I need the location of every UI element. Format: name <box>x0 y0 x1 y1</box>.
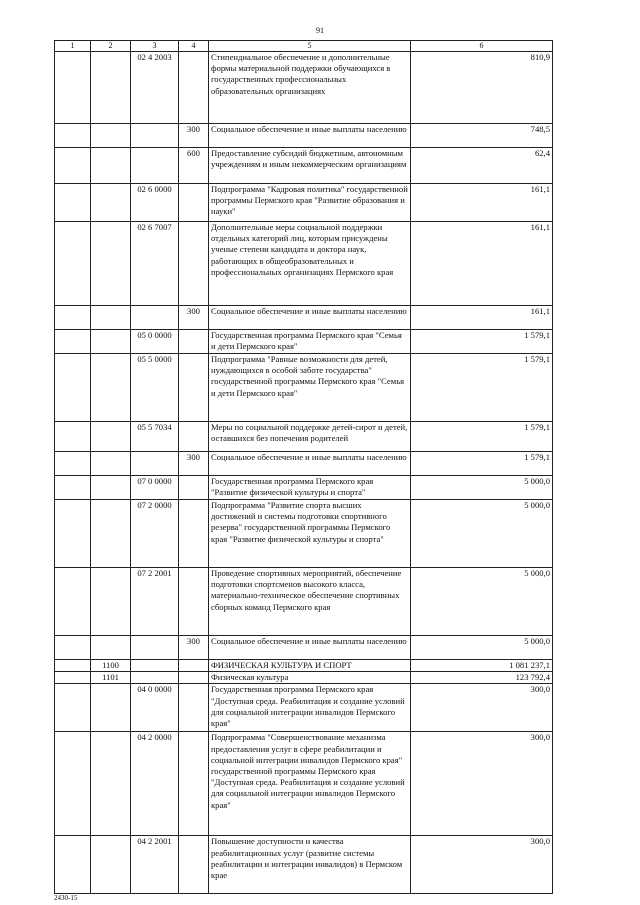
table-cell <box>179 684 209 732</box>
table-cell <box>55 684 91 732</box>
table-cell <box>91 52 131 124</box>
table-cell <box>55 660 91 672</box>
table-cell: 5 000,0 <box>411 568 553 636</box>
table-cell: 02 6 0000 <box>131 184 179 222</box>
table-cell <box>179 732 209 836</box>
table-cell: Государственная программа Пермского края "Развитие физической культуры и спорта" <box>209 476 411 500</box>
table-cell <box>179 568 209 636</box>
table-cell <box>55 148 91 184</box>
table-cell <box>131 148 179 184</box>
table-cell <box>91 684 131 732</box>
table-cell <box>179 500 209 568</box>
table-cell <box>179 354 209 422</box>
table-cell <box>131 124 179 148</box>
table-cell: Социальное обеспечение и иные выплаты населению <box>209 306 411 330</box>
table-cell <box>131 636 179 660</box>
table-cell <box>91 732 131 836</box>
table-cell: 300 <box>179 636 209 660</box>
table-row <box>55 636 553 660</box>
table-cell <box>55 330 91 354</box>
table-row <box>55 836 553 894</box>
table-cell: 07 0 0000 <box>131 476 179 500</box>
table-row <box>55 222 553 306</box>
table-cell: 300,0 <box>411 684 553 732</box>
table-cell <box>179 184 209 222</box>
table-cell: Подпрограмма "Равные возможности для детей, нуждающихся в особой заботе государства" государственной программы Пермского края "Семья и дети Пермского края" <box>209 354 411 422</box>
table-cell <box>55 422 91 452</box>
table-row <box>55 660 553 672</box>
table-cell: Дополнительные меры социальной поддержки отдельных категорий лиц, которым присуждены ученые степени кандидата и доктора наук, работающих в общеобразовательных и профессиональных организациях Пермского края <box>209 222 411 306</box>
table-cell: Подпрограмма "Совершенствование механизма предоставления услуг в сфере реабилитации и социальной интеграции инвалидов Пермского края" государственной программы Пермского края "Доступная среда. Реабилитация и создание условий для социальной интеграции инвалидов Пермского края" <box>209 732 411 836</box>
table-cell <box>91 500 131 568</box>
table-cell: 748,5 <box>411 124 553 148</box>
table-cell <box>91 452 131 476</box>
table-cell: 1101 <box>91 672 131 684</box>
table-row <box>55 330 553 354</box>
table-cell <box>131 452 179 476</box>
table-cell: 02 4 2003 <box>131 52 179 124</box>
table-row <box>55 354 553 422</box>
table-cell <box>55 500 91 568</box>
table-row <box>55 452 553 476</box>
table-cell <box>55 222 91 306</box>
table-cell: Социальное обеспечение и иные выплаты населению <box>209 636 411 660</box>
table-cell: 05 0 0000 <box>131 330 179 354</box>
table-cell: 5 000,0 <box>411 500 553 568</box>
column-header: 3 <box>131 41 179 52</box>
table-cell: 1100 <box>91 660 131 672</box>
table-cell <box>179 52 209 124</box>
table-cell: 05 5 7034 <box>131 422 179 452</box>
table-row <box>55 184 553 222</box>
table-cell: 600 <box>179 148 209 184</box>
table-cell <box>91 354 131 422</box>
table-cell: Проведение спортивных мероприятий, обеспечение подготовки спортсменов высокого класса, материально-техническое обеспечение спортивных сборных команд Пермского края <box>209 568 411 636</box>
table-cell: Физическая культура <box>209 672 411 684</box>
table-row <box>55 52 553 124</box>
table-cell <box>55 836 91 894</box>
table-cell: 161,1 <box>411 222 553 306</box>
table-cell <box>55 124 91 148</box>
table-cell: 123 792,4 <box>411 672 553 684</box>
table-cell <box>55 184 91 222</box>
table-cell <box>131 672 179 684</box>
table-row <box>55 672 553 684</box>
column-header: 2 <box>91 41 131 52</box>
table-cell: 1 081 237,1 <box>411 660 553 672</box>
table-cell: Государственная программа Пермского края "Доступная среда. Реабилитация и создание условий для социальной интеграции инвалидов Пермского края" <box>209 684 411 732</box>
table-row <box>55 732 553 836</box>
table-cell: 5 000,0 <box>411 476 553 500</box>
column-header: 6 <box>411 41 553 52</box>
table-cell <box>55 476 91 500</box>
table-cell <box>131 660 179 672</box>
table-cell <box>179 672 209 684</box>
table-cell <box>55 568 91 636</box>
column-header: 1 <box>55 41 91 52</box>
footer-code: 2430-15 <box>54 894 78 902</box>
table-cell: 300,0 <box>411 836 553 894</box>
table-cell: Подпрограмма "Кадровая политика" государственной программы Пермского края "Развитие образования и науки" <box>209 184 411 222</box>
table-cell: 07 2 2001 <box>131 568 179 636</box>
table-cell: Государственная программа Пермского края "Семья и дети Пермского края" <box>209 330 411 354</box>
table-cell <box>55 354 91 422</box>
table-cell <box>91 636 131 660</box>
table-cell: Предоставление субсидий бюджетным, автономным учреждениям и иным некоммерческим организациям <box>209 148 411 184</box>
table-cell <box>55 636 91 660</box>
table-cell: 05 5 0000 <box>131 354 179 422</box>
column-header: 5 <box>209 41 411 52</box>
table-cell: Меры по социальной поддержке детей-сирот и детей, оставшихся без попечения родителей <box>209 422 411 452</box>
table-cell: 1 579,1 <box>411 452 553 476</box>
table-cell <box>55 306 91 330</box>
table-cell: Подпрограмма "Развитие спорта высших достижений и системы подготовки спортивного резерва" государственной программы Пермского края "Развитие физической культуры и спорта" <box>209 500 411 568</box>
table-cell: 300 <box>179 306 209 330</box>
table-cell <box>179 836 209 894</box>
table-row <box>55 422 553 452</box>
table-cell: 5 000,0 <box>411 636 553 660</box>
header-row <box>55 41 553 52</box>
table-cell <box>91 422 131 452</box>
table-cell: 300,0 <box>411 732 553 836</box>
table-cell: 04 0 0000 <box>131 684 179 732</box>
table-cell <box>55 452 91 476</box>
table-cell: 62,4 <box>411 148 553 184</box>
table-row <box>55 684 553 732</box>
table-row <box>55 306 553 330</box>
table-row <box>55 500 553 568</box>
table-cell <box>55 672 91 684</box>
budget-table <box>54 40 553 894</box>
table-cell <box>91 836 131 894</box>
table-row <box>55 568 553 636</box>
table-cell: 810,9 <box>411 52 553 124</box>
table-cell: 300 <box>179 452 209 476</box>
table-cell <box>91 222 131 306</box>
table-cell <box>179 476 209 500</box>
table-cell: ФИЗИЧЕСКАЯ КУЛЬТУРА И СПОРТ <box>209 660 411 672</box>
table-cell <box>131 306 179 330</box>
table-cell: 161,1 <box>411 306 553 330</box>
table-cell: 04 2 0000 <box>131 732 179 836</box>
table-cell <box>179 222 209 306</box>
table-cell <box>91 184 131 222</box>
table-cell <box>91 124 131 148</box>
table-cell: Стипендиальное обеспечение и дополнительные формы материальной поддержки обучающихся в государственных профессиональных образовательных организациях <box>209 52 411 124</box>
table-cell: 300 <box>179 124 209 148</box>
table-cell <box>91 568 131 636</box>
table-cell <box>91 148 131 184</box>
table-cell <box>55 52 91 124</box>
table-cell <box>179 422 209 452</box>
table-cell: 161,1 <box>411 184 553 222</box>
table-cell <box>91 306 131 330</box>
table-cell: 04 2 2001 <box>131 836 179 894</box>
table-cell: Социальное обеспечение и иные выплаты населению <box>209 124 411 148</box>
table-cell <box>91 476 131 500</box>
table-cell: 1 579,1 <box>411 330 553 354</box>
table-row <box>55 148 553 184</box>
table-cell <box>55 732 91 836</box>
column-header: 4 <box>179 41 209 52</box>
table-cell: 07 2 0000 <box>131 500 179 568</box>
table-cell: Повышение доступности и качества реабилитационных услуг (развитие системы реабилитации и интеграции инвалидов) в Пермском крае <box>209 836 411 894</box>
table-cell: Социальное обеспечение и иные выплаты населению <box>209 452 411 476</box>
table-row <box>55 476 553 500</box>
table-cell: 1 579,1 <box>411 422 553 452</box>
table-row <box>55 124 553 148</box>
table-cell: 02 6 7007 <box>131 222 179 306</box>
table-cell <box>91 330 131 354</box>
table-cell <box>179 660 209 672</box>
table-cell: 1 579,1 <box>411 354 553 422</box>
table-cell <box>179 330 209 354</box>
page-number: 91 <box>316 26 324 35</box>
